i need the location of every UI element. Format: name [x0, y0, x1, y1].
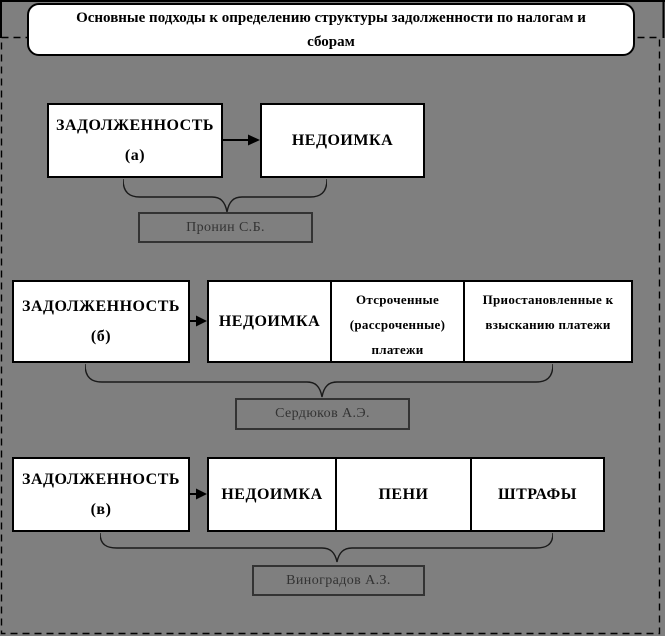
cell-peni: ПЕНИ [335, 459, 470, 530]
cell-nedoimka-v: НЕДОИМКА [221, 485, 323, 503]
box-debt-a-label: ЗАДОЛЖЕННОСТЬ [56, 116, 214, 134]
box-debt-v [12, 457, 190, 532]
arrow-right-connector-v [189, 487, 207, 501]
box-debt-b-variant: (б) [90, 327, 112, 345]
diagram-title-line2: сборам [307, 33, 355, 50]
cell-nedoimka-b: НЕДОИМКА [218, 312, 321, 330]
diagram-title-line1: Основные подходы к определению структуры задолженности по налогам и [76, 9, 586, 26]
cell-shtrafy: ШТРАФЫ [470, 459, 603, 530]
structure-row-b [207, 280, 633, 363]
box-nedoimka-a [260, 103, 425, 178]
box-debt-b [12, 280, 190, 363]
box-nedoimka-a-label: НЕДОИМКА [291, 131, 394, 149]
arrow-right-connector-b [189, 314, 207, 328]
cell-suspended-payments: Приостановленные к взысканию платежи [463, 282, 631, 361]
author-pronin-label: Пронин С.Б. [186, 219, 265, 235]
box-debt-a [47, 103, 223, 178]
box-debt-b-label: ЗАДОЛЖЕННОСТЬ [22, 297, 180, 315]
author-box-vinogradov [252, 565, 425, 596]
author-box-pronin [138, 212, 313, 243]
brace-v [100, 533, 553, 563]
structure-row-v [207, 457, 605, 532]
author-vinogradov-label: Виноградов А.З. [286, 572, 391, 588]
box-debt-v-variant: (в) [90, 500, 112, 518]
author-serdyukov-label: Сердюков А.Э. [275, 406, 370, 421]
box-debt-a-variant: (а) [124, 146, 146, 164]
arrow-right-connector-a [223, 133, 260, 147]
box-debt-v-label: ЗАДОЛЖЕННОСТЬ [22, 470, 180, 488]
brace-b [85, 364, 553, 398]
cell-deferred-payments: Отсроченные (рассроченные) платежи [330, 282, 463, 361]
brace-a [123, 179, 327, 213]
diagram-title [27, 3, 635, 56]
author-box-serdyukov [235, 398, 410, 430]
